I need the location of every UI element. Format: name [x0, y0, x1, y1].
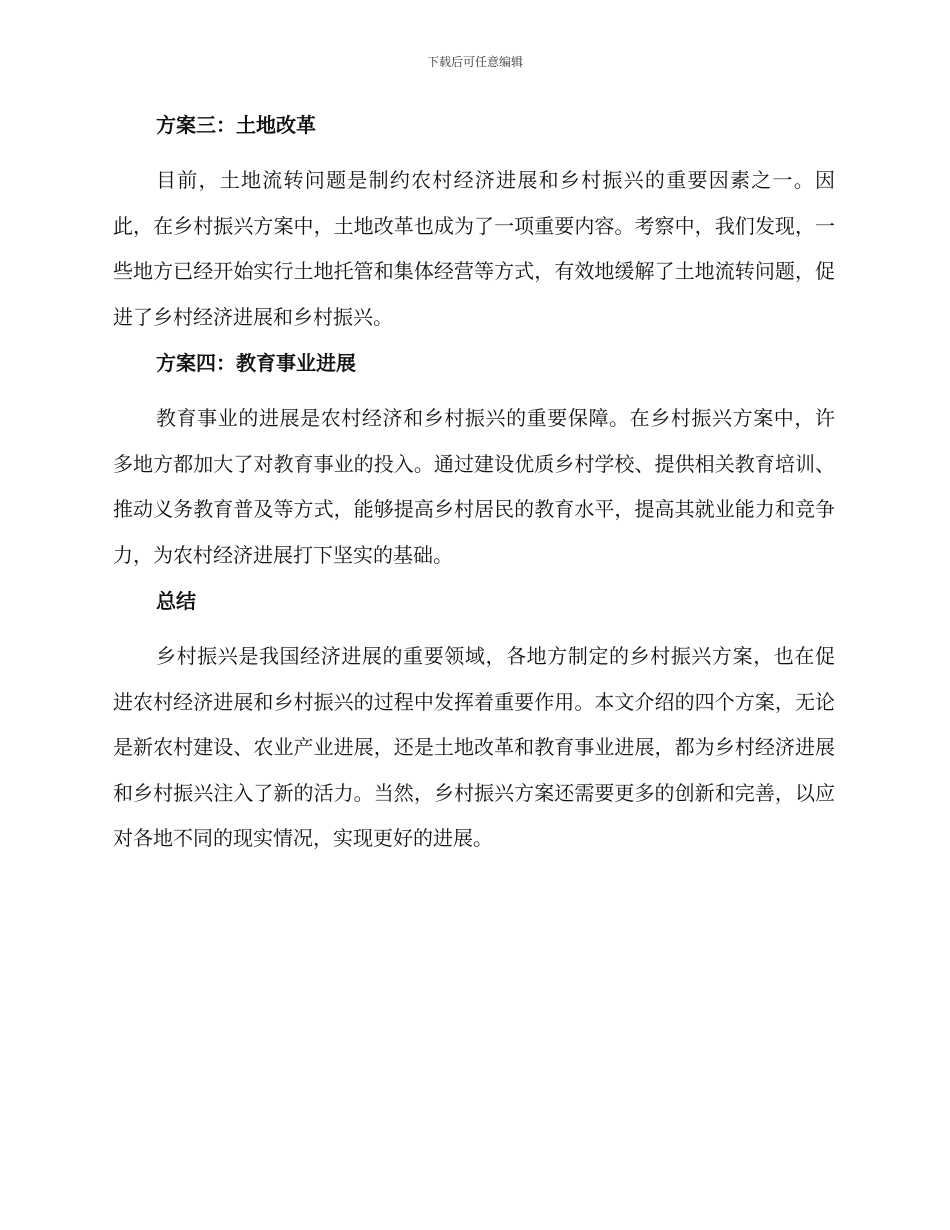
section-land-reform	[113, 110, 835, 340]
section-heading: 方案四：教育事业进展	[156, 351, 356, 375]
section-paragraph: 教育事业的进展是农村经济和乡村振兴的重要保障。在乡村振兴方案中，许多地方都加大了对教育事业的投入。通过建设优质乡村学校、提供相关教育培训、推动义务教育普及等方式，能够提高乡村居民的教育水平，提高其就业能力和竞争力，为农村经济进展打下坚实的基础。	[113, 406, 835, 567]
section-education	[113, 348, 835, 578]
section-paragraph: 乡村振兴是我国经济进展的重要领域，各地方制定的乡村振兴方案，也在促进农村经济进展和乡村振兴的过程中发挥着重要作用。本文介绍的四个方案，无论是新农村建设、农业产业进展，还是土地改革和教育事业进展，都为乡村经济进展和乡村振兴注入了新的活力。当然，乡村振兴方案还需要更多的创新和完善，以应对各地不同的现实情况，实现更好的进展。	[113, 644, 835, 850]
document-body	[113, 110, 835, 870]
section-paragraph: 目前，土地流转问题是制约农村经济进展和乡村振兴的重要因素之一。因此，在乡村振兴方案中，土地改革也成为了一项重要内容。考察中，我们发现，一些地方已经开始实行土地托管和集体经营等方式，有效地缓解了土地流转问题，促进了乡村经济进展和乡村振兴。	[113, 168, 835, 329]
section-heading: 方案三：土地改革	[156, 113, 316, 137]
section-summary	[113, 586, 835, 862]
section-heading: 总结	[156, 589, 196, 613]
page-header: 下载后可任意编辑	[426, 55, 523, 69]
